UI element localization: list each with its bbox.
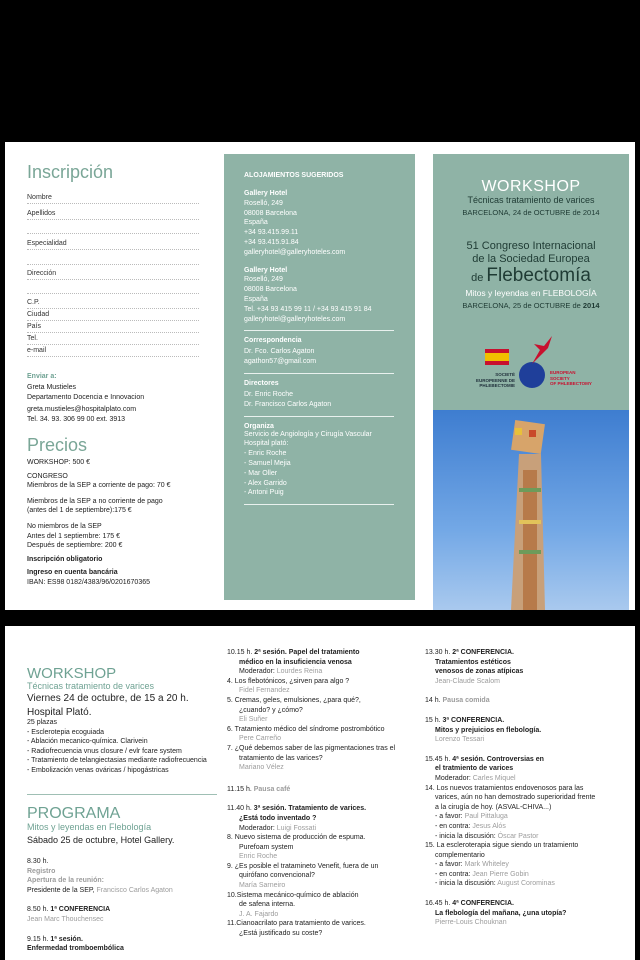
c3-sub: Mitos y prejuicios en flebología.: [435, 726, 542, 734]
item-14-contra: - en contra: Jesus Alós: [435, 822, 506, 830]
hotel-line: España: [244, 219, 268, 227]
item-14-disc: - inicia la discusión: Óscar Pastor: [435, 832, 539, 840]
item-14c: a la cirugía de hoy. (ASVAL-CHIVA...): [435, 803, 552, 811]
director-line: Dr. Enric Roche: [244, 390, 294, 398]
c4-name: Pierre-Louis Chouknan: [435, 919, 507, 927]
c4-title: 16.45 h. 4ª CONFERENCIA.: [425, 900, 514, 908]
divider: [27, 794, 217, 795]
cover-workshop-sub: Técnicas tratamiento de varices: [467, 195, 595, 205]
organiza-title: Organiza: [244, 422, 274, 430]
field-especialidad: Especialidad: [27, 240, 199, 250]
s2-moderator: Moderador: Lourdes Reina: [239, 668, 323, 676]
item-5-name: Eli Suñer: [239, 716, 268, 724]
hotel-line: +34 93.415.99.11: [244, 229, 299, 237]
field-direccion-line: [27, 284, 199, 294]
hotel-line: España: [244, 295, 268, 303]
field-cp: C.P.: [27, 299, 199, 309]
item-15-disc: - inicia la discusión: August Corominas: [435, 880, 555, 888]
item-15-favor: - a favor: Mark Whiteley: [435, 861, 509, 869]
enviar-line: Tel. 34. 93. 306 99 00 ext. 3913: [27, 415, 126, 423]
item-5b: ¿cuando? y ¿cómo?: [239, 706, 303, 714]
cover-panel: [433, 154, 629, 410]
hotel-line: Tel. +34 93 415 99 11 / +34 93 415 91 84: [244, 305, 372, 313]
cover-congreso-3: de Flebectomía: [471, 265, 591, 286]
presidente: Presidente de la SEP, Francisco Carlos Agaton: [27, 886, 173, 894]
ingreso-title: Ingreso en cuenta bancária: [27, 569, 118, 577]
workshop-date: Viernes 24 de octubre, de 15 a 20 h.: [27, 693, 189, 704]
alojamientos-title: ALOJAMIENTOS SUGERIDOS: [244, 172, 344, 179]
hotel-line: galleryhotel@galleryhoteles.com: [244, 315, 346, 323]
item-7: 7. ¿Qué debemos saber de las pigmentaciones tras el: [227, 744, 396, 752]
hotel-line: Roselló, 249: [244, 199, 283, 207]
precio-line: Miembros de la SEP a no corriente de pago: [27, 497, 163, 505]
c4-sub: La flebología del mañana, ¿una utopía?: [435, 909, 567, 917]
item-15: 15. La escleroterapia sigue siendo un tratamiento: [425, 842, 579, 850]
hotel-line: 08008 Barcelona: [244, 209, 297, 217]
precio-line: No miembros de la SEP: [27, 522, 102, 530]
cover-mitos: Mitos y leyendas en FLEBOLOGÍA: [465, 288, 597, 298]
item-14b: varices, aún no han demostrado superioridad frente: [435, 794, 596, 802]
brochure-inside: [5, 626, 635, 960]
iban: IBAN: ES98 0182/4383/96/0201670365: [27, 578, 150, 586]
workshop-place: Hospital Plató.: [27, 707, 92, 718]
field-direccion: Dirección: [27, 270, 199, 280]
enviar-block: [27, 383, 144, 424]
s4-moderator: Moderador: Carles Miquel: [435, 774, 516, 782]
logo-text-right: EUROPEAN SOCIETY OF PHLEBECTOMY: [550, 370, 592, 386]
registro: Registro: [27, 867, 56, 875]
divider: [244, 330, 394, 331]
item-7b: tratamiento de las varices?: [239, 754, 323, 762]
s3-title2: ¿Está todo inventado ?: [239, 814, 317, 822]
programa-date: Sábado 25 de octubre, Hotel Gallery.: [27, 835, 175, 845]
directores-title: Directores: [244, 379, 279, 387]
item-14-favor: - a favor: Paul Pittaluga: [435, 813, 508, 821]
field-apellidos: Apellidos: [27, 210, 199, 220]
precio-line: Miembros de la SEP a corriente de pago: 70 €: [27, 482, 171, 490]
s4-title: 15.45 h. 4ª sesión. Controversias en: [425, 755, 544, 763]
precio-line: CONGRESO: [27, 472, 68, 480]
workshop-section: [27, 666, 217, 776]
apertura: Apertura de la reunión:: [27, 877, 105, 885]
red-bird-icon: [530, 336, 554, 366]
item-11b: ¿Está justificado su coste?: [239, 930, 323, 938]
item-10b: de safena interna.: [239, 901, 296, 909]
divider: [244, 504, 394, 505]
workshop-item: - Embolización venas ováricas / hipogástricas: [27, 766, 169, 774]
item-10: 10.Sistema mecánico-químico de ablación: [227, 891, 359, 899]
programa-subtitle: Mitos y leyendas en Flebología: [27, 822, 152, 832]
cover-congreso-date: BARCELONA, 25 de OCTUBRE de 2014: [462, 301, 600, 310]
item-9-name: María Sarneiro: [239, 882, 286, 890]
hotel-line: +34 93.415.91.84: [244, 238, 299, 246]
workshop-item: - Tratamiento de telangiectasias mediante radiofrecuencia: [27, 757, 207, 765]
workshop-item: - Ablación mecanico-química. Clarivein: [27, 738, 148, 746]
conf1: 8.50 h. 1ª CONFERENCIA: [27, 906, 111, 914]
c3-name: Lorenzo Tessari: [435, 736, 485, 744]
item-9: 9. ¿Es posible el tratamineto Venefit, fuera de un: [227, 862, 379, 870]
field-nombre: Nombre: [27, 194, 199, 204]
organiza-line: - Antoni Puig: [244, 489, 284, 497]
item-8: 8. Nuevo sistema de producción de espuma.: [227, 834, 366, 842]
c3-title: 15 h. 3ª CONFERENCIA.: [425, 716, 505, 724]
correspondencia-title: Correspondencia: [244, 337, 302, 345]
item-4: 4. Los flebotónicos, ¿sirven para algo ?: [227, 677, 350, 685]
director-line: Dr. Francisco Carlos Agaton: [244, 400, 332, 408]
enviar-title: Enviar a:: [27, 373, 57, 380]
hotel-name: Gallery Hotel: [244, 190, 288, 197]
time: 8.30 h.: [27, 858, 49, 865]
organiza-line: Hospital plató:: [244, 440, 289, 448]
alojamientos-panel: [224, 154, 415, 600]
precio-line: Después de septiembre: 200 €: [27, 542, 123, 550]
correspondencia-line: Dr. Fco. Carlos Agaton: [244, 348, 315, 356]
precio-line: Antes del 1 septiembre: 175 €: [27, 532, 121, 540]
ses1-title: Enfermedad tromboembólica: [27, 945, 124, 953]
conf1-name: Jean Marc Thouchensec: [27, 915, 104, 923]
hotel-line: Roselló, 249: [244, 276, 283, 284]
c2-title: 13.30 h. 2ª CONFERENCIA.: [425, 649, 514, 656]
item-9b: quirófano convencional?: [239, 872, 315, 880]
programa-right: [425, 648, 630, 928]
hotel-line: 08008 Barcelona: [244, 286, 297, 294]
logo-text-left: SOCIETÉ EUROPEENNE DE PHLEBECTOMIE: [475, 372, 515, 388]
item-15b: complementario: [435, 851, 485, 859]
item-15-contra: - en contra: Jean Pierre Gobin: [435, 870, 529, 878]
workshop-item: - Radiofrecuencia vnus closure / evlr fcare system: [27, 747, 182, 755]
cover-workshop-date: BARCELONA, 24 de OCTUBRE de 2014: [462, 208, 600, 217]
s4-title2: el tratmiento de varices: [435, 765, 514, 773]
enviar-line: greta.mustieles@hospitalplato.com: [27, 406, 137, 414]
field-apellidos-line: [27, 224, 199, 234]
tower-illustration: [433, 410, 629, 610]
c2-sub2: venosos de zonas atípicas: [435, 668, 524, 676]
item-10-name: J. A. Fajardo: [239, 910, 279, 918]
precio-line: WORKSHOP: 500 €: [27, 459, 91, 466]
correspondencia-line: agathon57@gmail.com: [244, 358, 317, 366]
organiza-line: - Mar Oller: [244, 469, 278, 477]
workshop-item: - Esclerotepia ecoguiada: [27, 728, 105, 736]
programa-mid: [227, 648, 417, 939]
brochure-outside: [5, 142, 635, 610]
pausa-cafe: 11.15 h. Pausa café: [227, 785, 291, 793]
enviar-line: Greta Mustieles: [27, 384, 77, 391]
cover-congreso-1: 51 Congreso Internacional: [466, 240, 596, 252]
organiza-line: - Enric Roche: [244, 450, 287, 458]
item-5: 5. Cremas, geles, emulsiones, ¿para qué?,: [227, 696, 361, 704]
c2-name: Jean-Claude Scalom: [435, 677, 500, 685]
field-pais: País: [27, 323, 199, 333]
cover-workshop: WORKSHOP: [481, 178, 581, 195]
pausa-comida: 14 h. Pausa comida: [425, 697, 490, 705]
item-11: 11.Cianoacrilato para tratamiento de varices.: [227, 920, 366, 928]
field-email: e-mail: [27, 347, 199, 357]
spain-flag-icon: [485, 349, 509, 365]
precio-line: (antes del 1 de septiembre):175 €: [27, 507, 132, 515]
s2-title2: médico en la insuficiencia venosa: [239, 658, 352, 666]
organiza-line: - Alex Garrido: [244, 479, 287, 487]
divider: [244, 373, 394, 374]
sagrada-familia-photo: [433, 410, 629, 610]
item-4-name: Fidel Fernandez: [239, 687, 290, 695]
s3-title: 11.40 h. 3ª sesión. Tratamiento de varices.: [227, 805, 367, 813]
enviar-line: Departamento Docencia e Innovacion: [27, 393, 145, 401]
workshop-subtitle: Técnicas tratamiento de varices: [27, 681, 155, 691]
programa-section: [27, 806, 217, 954]
item-8b: Purefoam system: [239, 843, 294, 851]
s2-title: 10.15 h. 2ª sesión. Papel del tratamiento: [227, 649, 360, 656]
item-14: 14. Los nuevos tratamientos endovenosos para las: [425, 784, 584, 792]
precios-title: Precios: [27, 435, 88, 455]
item-8-name: Enric Roche: [239, 853, 278, 861]
organiza-line: Servicio de Angiología y Cirugía Vascular: [244, 430, 372, 438]
field-tel: Tel.: [27, 335, 199, 345]
field-especialidad-line: [27, 255, 199, 265]
hotel-line: galleryhotel@galleryhoteles.com: [244, 248, 346, 256]
workshop-plazas: 25 plazas: [27, 719, 57, 726]
programa-title: PROGRAMA: [27, 805, 121, 822]
obligatorio: Inscripción obligatorio: [27, 555, 103, 563]
hotel-name: Gallery Hotel: [244, 266, 288, 274]
ses1: 9.15 h. 1ª sesión.: [27, 935, 83, 943]
organiza-line: - Samuel Mejia: [244, 459, 291, 467]
item-6: 6. Tratamiento médico del síndrome postrombótico: [227, 725, 385, 733]
cover-congreso-2: de la Sociedad Europea: [472, 253, 590, 265]
item-7-name: Mariano Vélez: [239, 764, 284, 772]
inscripcion-title: Inscripción: [27, 162, 114, 182]
item-6-name: Pere Carreño: [239, 735, 282, 743]
divider: [244, 416, 394, 417]
c2-sub1: Tratamientos estéticos: [435, 658, 511, 666]
field-ciudad: Ciudad: [27, 311, 199, 321]
workshop-title: WORKSHOP: [27, 665, 117, 682]
s3-moderator: Moderador: Luigi Fossati: [239, 824, 317, 832]
precios-block: [27, 458, 217, 588]
